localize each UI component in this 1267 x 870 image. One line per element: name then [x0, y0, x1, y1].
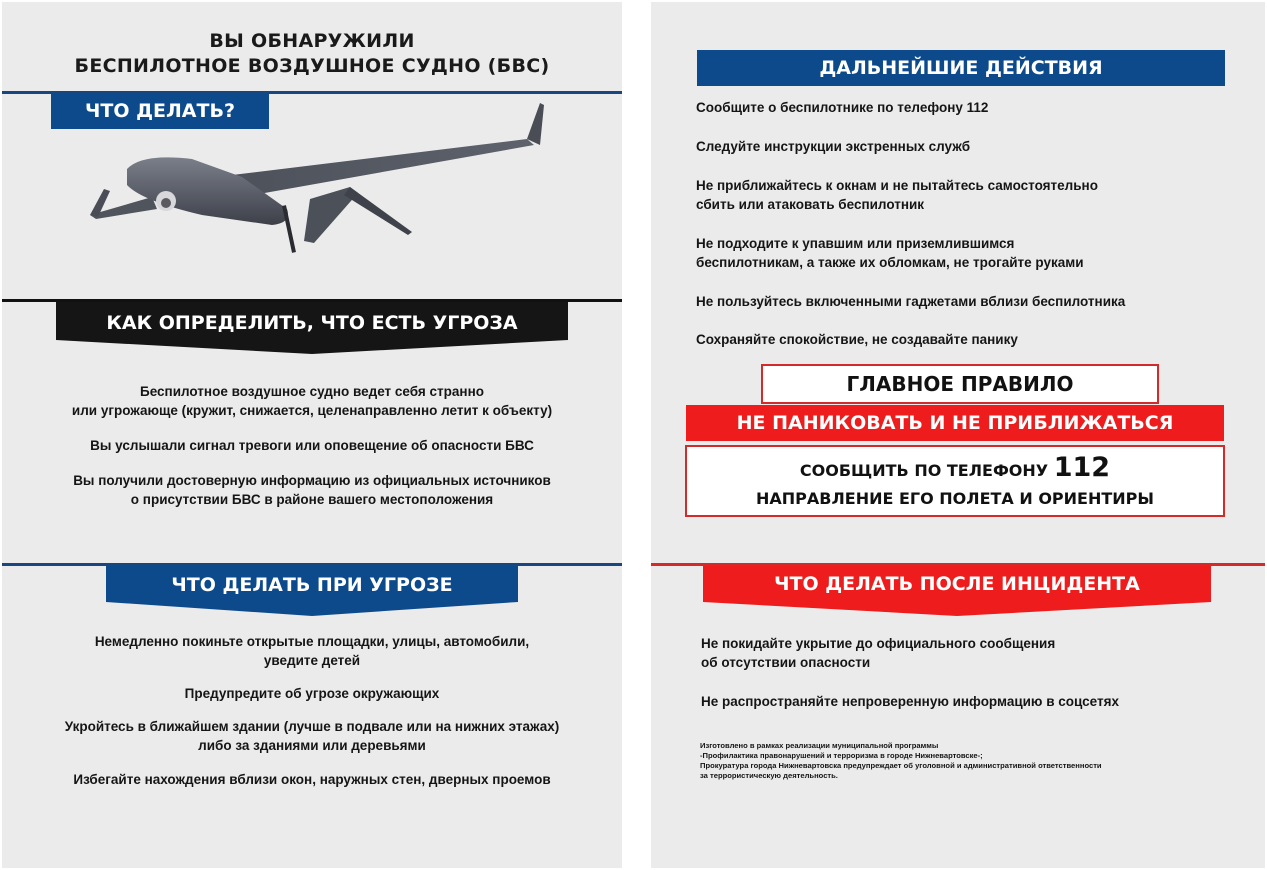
poster-title-line2: БЕСПИЛОТНОЕ ВОЗДУШНОЕ СУДНО (БВС)	[74, 55, 550, 77]
further-item-4-line2: беспилотникам, а также их обломкам, не трогайте руками	[696, 255, 1084, 270]
further-item-1: Сообщите о беспилотнике по телефону 112	[696, 100, 989, 115]
report-box	[685, 445, 1225, 517]
left-poster-panel	[2, 2, 622, 868]
further-item-3	[696, 176, 1256, 214]
footer-line3: Прокуратура города Нижневартовска предупреждает об уголовной и административной ответственности	[700, 761, 1102, 770]
threat-item-1-line2: или угрожающе (кружит, снижается, целенаправленно летит к объекту)	[71, 403, 553, 418]
threat-item-3-line1: Вы получили достоверную информацию из официальных источников	[73, 473, 551, 488]
action-banner-text: ЧТО ДЕЛАТЬ ПРИ УГРОЗЕ	[171, 574, 453, 596]
after-item-1	[701, 634, 1261, 672]
report-line2: НАПРАВЛЕНИЕ ЕГО ПОЛЕТА И ОРИЕНТИРЫ	[756, 489, 1154, 508]
further-item-3-line2: сбить или атаковать беспилотник	[696, 197, 925, 212]
action-banner	[106, 566, 518, 616]
poster-title-line1: ВЫ ОБНАРУЖИЛИ	[209, 30, 415, 52]
after-item-1-line1: Не покидайте укрытие до официального сообщения	[701, 636, 1056, 651]
drone-propeller	[282, 205, 296, 253]
threat-item-3	[2, 471, 622, 509]
report-prefix: СООБЩИТЬ ПО ТЕЛЕФОНУ	[799, 461, 1049, 480]
further-item-2: Следуйте инструкции экстренных служб	[696, 139, 971, 154]
after-item-2: Не распространяйте непроверенную информацию в соцсетях	[701, 694, 1119, 709]
main-rule-label: ГЛАВНОЕ ПРАВИЛО	[761, 364, 1159, 404]
action-item-3-line2: либо за зданиями или деревьями	[198, 738, 426, 753]
drone-winglet	[527, 103, 544, 145]
threat-item-1-line1: Беспилотное воздушное судно ведет себя странно	[140, 384, 484, 399]
threat-banner	[56, 302, 568, 354]
action-item-1-line2: уведите детей	[263, 653, 361, 668]
threat-item-3-line2: о присутствии БВС в районе вашего местоположения	[130, 492, 494, 507]
action-item-2: Предупредите об угрозе окружающих	[184, 686, 440, 701]
footer-line2: -Профилактика правонарушений и терроризма в городе Нижневартовске-;	[700, 751, 983, 760]
further-actions-banner: ДАЛЬНЕЙШИЕ ДЕЙСТВИЯ	[697, 50, 1225, 86]
further-item-3-line1: Не приближайтесь к окнам и не пытайтесь самостоятельно	[696, 178, 1098, 193]
action-item-3-line1: Укройтесь в ближайшем здании (лучше в подвале или на нижних этажах)	[64, 719, 560, 734]
threat-item-1	[2, 382, 622, 420]
action-item-1	[2, 632, 622, 670]
what-to-do-tag: ЧТО ДЕЛАТЬ?	[51, 94, 269, 129]
further-item-4-line1: Не подходите к упавшим или приземлившимся	[696, 236, 1015, 251]
after-banner-text: ЧТО ДЕЛАТЬ ПОСЛЕ ИНЦИДЕНТА	[774, 573, 1140, 595]
further-item-4	[696, 234, 1256, 272]
further-item-6: Сохраняйте спокойствие, не создавайте панику	[696, 332, 1018, 347]
threat-item-2: Вы услышали сигнал тревоги или оповещение об опасности БВС	[90, 438, 534, 453]
further-item-5: Не пользуйтесь включенными гаджетами вблизи беспилотника	[696, 294, 1126, 309]
drone-illustration	[82, 97, 562, 267]
footer-note	[700, 741, 1240, 781]
main-rule-text: НЕ ПАНИКОВАТЬ И НЕ ПРИБЛИЖАТЬСЯ	[686, 405, 1224, 441]
action-item-4: Избегайте нахождения вблизи окон, наружных стен, дверных проемов	[73, 772, 551, 787]
threat-banner-text: КАК ОПРЕДЕЛИТЬ, ЧТО ЕСТЬ УГРОЗА	[106, 312, 518, 334]
report-line1	[687, 453, 1223, 486]
drone-right-wing	[232, 139, 534, 197]
action-item-1-line1: Немедленно покиньте открытые площадки, улицы, автомобили,	[94, 634, 530, 649]
after-item-1-line2: об отсутствии опасности	[701, 655, 871, 670]
footer-line1: Изготовлено в рамках реализации муниципальной программы	[700, 741, 939, 750]
report-phone-number: 112	[1053, 452, 1111, 483]
footer-line4: за террористическую деятельность.	[700, 771, 838, 780]
right-poster-panel	[651, 2, 1265, 868]
action-item-3	[2, 717, 622, 755]
after-banner	[703, 566, 1211, 616]
